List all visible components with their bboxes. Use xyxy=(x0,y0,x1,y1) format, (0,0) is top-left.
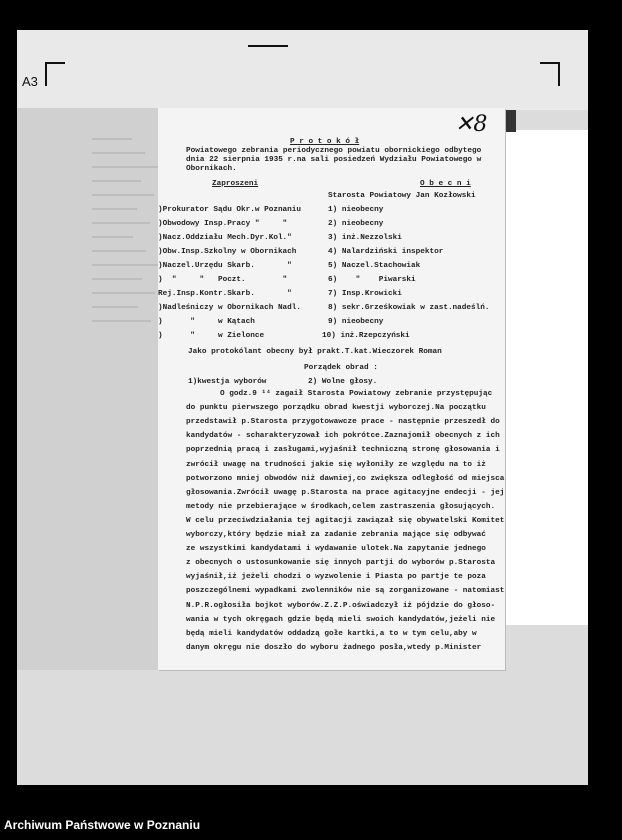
intro-line: Obornikach. xyxy=(186,165,237,173)
present-header: O b e c n i xyxy=(420,180,471,188)
body-line: wania w tych okręgach gdzie będą mieli swoich kandydatów,jeżeli nie xyxy=(186,615,496,624)
body-line: ze wszystkimi kandydatami i wydawanie ulotek.Na zapytanie jednego xyxy=(186,545,486,554)
intro-line: Powiatowego zebrania periodycznego powiatu obornickiego odbytego xyxy=(186,147,482,155)
document-page xyxy=(158,108,505,670)
present-item: 6) " Piwarski xyxy=(328,276,416,284)
ghost-text-line xyxy=(92,138,132,140)
body-line: potworzono mniej obwodów niż dawniej,co zwiększa odległość od miejsca xyxy=(186,474,505,483)
invited-header: Zaproszeni xyxy=(212,180,259,188)
present-item: 4) Nalardziński inspektor xyxy=(328,248,444,256)
agenda-item: 1)kwestja wyborów xyxy=(188,378,267,386)
present-item: 3) inż.Nezzolski xyxy=(328,234,402,242)
ghost-text-line xyxy=(92,166,158,168)
archive-footer: Archiwum Państwowe w Poznaniu xyxy=(4,818,201,832)
invited-item: ) " " Poczt. " xyxy=(158,276,288,284)
scan-mark xyxy=(248,45,288,47)
body-line: zwrócił uwagę na trudności jakie się wyłoniły ze względu na to iż xyxy=(186,460,486,469)
ghost-text-line xyxy=(92,292,155,294)
body-line: do punktu pierwszego porządku obrad kwestji wyborczej.Na początku xyxy=(186,404,486,413)
invited-item: ) " w Zielonce xyxy=(158,332,265,340)
ghost-text-line xyxy=(92,250,146,252)
body-line: głosowania.Zwrócił uwagę p.Starosta na prace agitacyjne endecji - jej xyxy=(186,488,505,497)
ghost-text-line xyxy=(92,320,151,322)
ghost-text-line xyxy=(92,222,150,224)
body-line: wyborczy,który będzie miał za zadanie zebrania mające się odbywać xyxy=(186,531,486,539)
ghost-text-line xyxy=(92,152,145,154)
present-item: 8) sekr.Grześkowiak w zast.nadeślń. xyxy=(328,304,490,312)
present-item: 1) nieobecny xyxy=(328,206,384,214)
ghost-text-line xyxy=(92,264,159,266)
invited-item: Rej.Insp.Kontr.Skarb. " xyxy=(158,290,292,298)
present-item: 7) Insp.Krowicki xyxy=(328,290,402,298)
body-line: poszczególnemi wypadkami zwolenników nie są zorganizowane - natomiast xyxy=(186,587,505,596)
present-item: 10) inż.Rzepczyński xyxy=(322,332,410,340)
body-line: N.P.R.ogłosiła bojkot wyborów.Z.Z.P.oświadczył iż pójdzie do głoso- xyxy=(186,601,496,610)
ghost-text-line xyxy=(92,236,133,238)
invited-item: )Prokurator Sądu Okr.w Poznaniu xyxy=(158,206,302,214)
body-line: przedstawił p.Starosta przygotowawcze prace - następnie przeszedł do xyxy=(186,418,500,427)
body-line: poprzednią pracą i zasługami,wyjaśnił techniczną stronę głosowania i xyxy=(186,446,500,455)
chair: Starosta Powiatowy Jan Kozłowski xyxy=(328,192,476,200)
intro-line: dnia 22 sierpnia 1935 r.na sali posiedzeń Wydziału Powiatowego w xyxy=(186,156,482,164)
ghost-text-line xyxy=(92,208,137,210)
scan-label: A3 xyxy=(22,74,38,89)
body-line: W celu przeciwdziałania tej agitacji zawiązał się obywatelski Komitet xyxy=(186,516,505,525)
white-card xyxy=(505,130,588,625)
present-item: 2) nieobecny xyxy=(328,220,384,228)
invited-item: )Nadleśniczy w Obornikach Nadl. xyxy=(158,304,302,312)
invited-item: )Nacz.Oddziału Mech.Dyr.Kol." xyxy=(158,234,292,242)
body-line: kandydatów - scharakteryzował ich pokrótce.Zaznajomił obecnych z ich xyxy=(186,432,500,441)
ghost-text-line xyxy=(92,194,154,196)
handwritten-page-number: ✕8 xyxy=(455,112,488,137)
agenda-item: 2) Wolne głosy. xyxy=(308,378,378,386)
present-item: 9) nieobecny xyxy=(328,318,384,326)
scan-top-band xyxy=(17,30,588,110)
corner-mark-right xyxy=(540,62,560,86)
ghost-text-line xyxy=(92,180,141,182)
ghost-text-line xyxy=(92,278,142,280)
body-line: metody nie przebierające w środkach,celem zastraszenia głosujących. xyxy=(186,502,496,511)
body-line: wyjaśnił,iż jeżeli chodzi o wyzwolenie i Piasta po partje te poza xyxy=(186,573,486,582)
previous-page-ghost xyxy=(17,108,158,670)
ghost-text-line xyxy=(92,306,138,308)
recorder-line: Jako protokólant obecny był prakt.T.kat.Wieczorek Roman xyxy=(188,348,442,356)
body-line: z obecnych o ustosunkowanie się innych partji do wyborów p.Starosta xyxy=(186,559,496,568)
present-item: 5) Naczel.Stachowiak xyxy=(328,262,421,270)
invited-item: )Obw.Insp.Szkolny w Obornikach xyxy=(158,248,297,256)
invited-item: ) " w Kątach xyxy=(158,318,255,326)
invited-item: )Naczel.Urzędu Skarb. " xyxy=(158,262,292,270)
body-line: O godz.9 ¹⁴ zagaił Starosta Powiatowy zebranie przystępując xyxy=(220,390,493,398)
document-title: P r o t o k ó ł xyxy=(290,138,360,146)
corner-mark-left xyxy=(45,62,65,86)
invited-item: )Obwodowy Insp.Pracy " " xyxy=(158,220,288,228)
agenda-title: Porządek obrad : xyxy=(304,364,378,372)
body-line: danym okręgu nie doszło do wyboru żadnego posła,wtedy p.Minister xyxy=(186,643,482,652)
body-line: będą mieli kandydatów oddadzą gołe kartki,a to w tym celu,aby w xyxy=(186,629,477,638)
